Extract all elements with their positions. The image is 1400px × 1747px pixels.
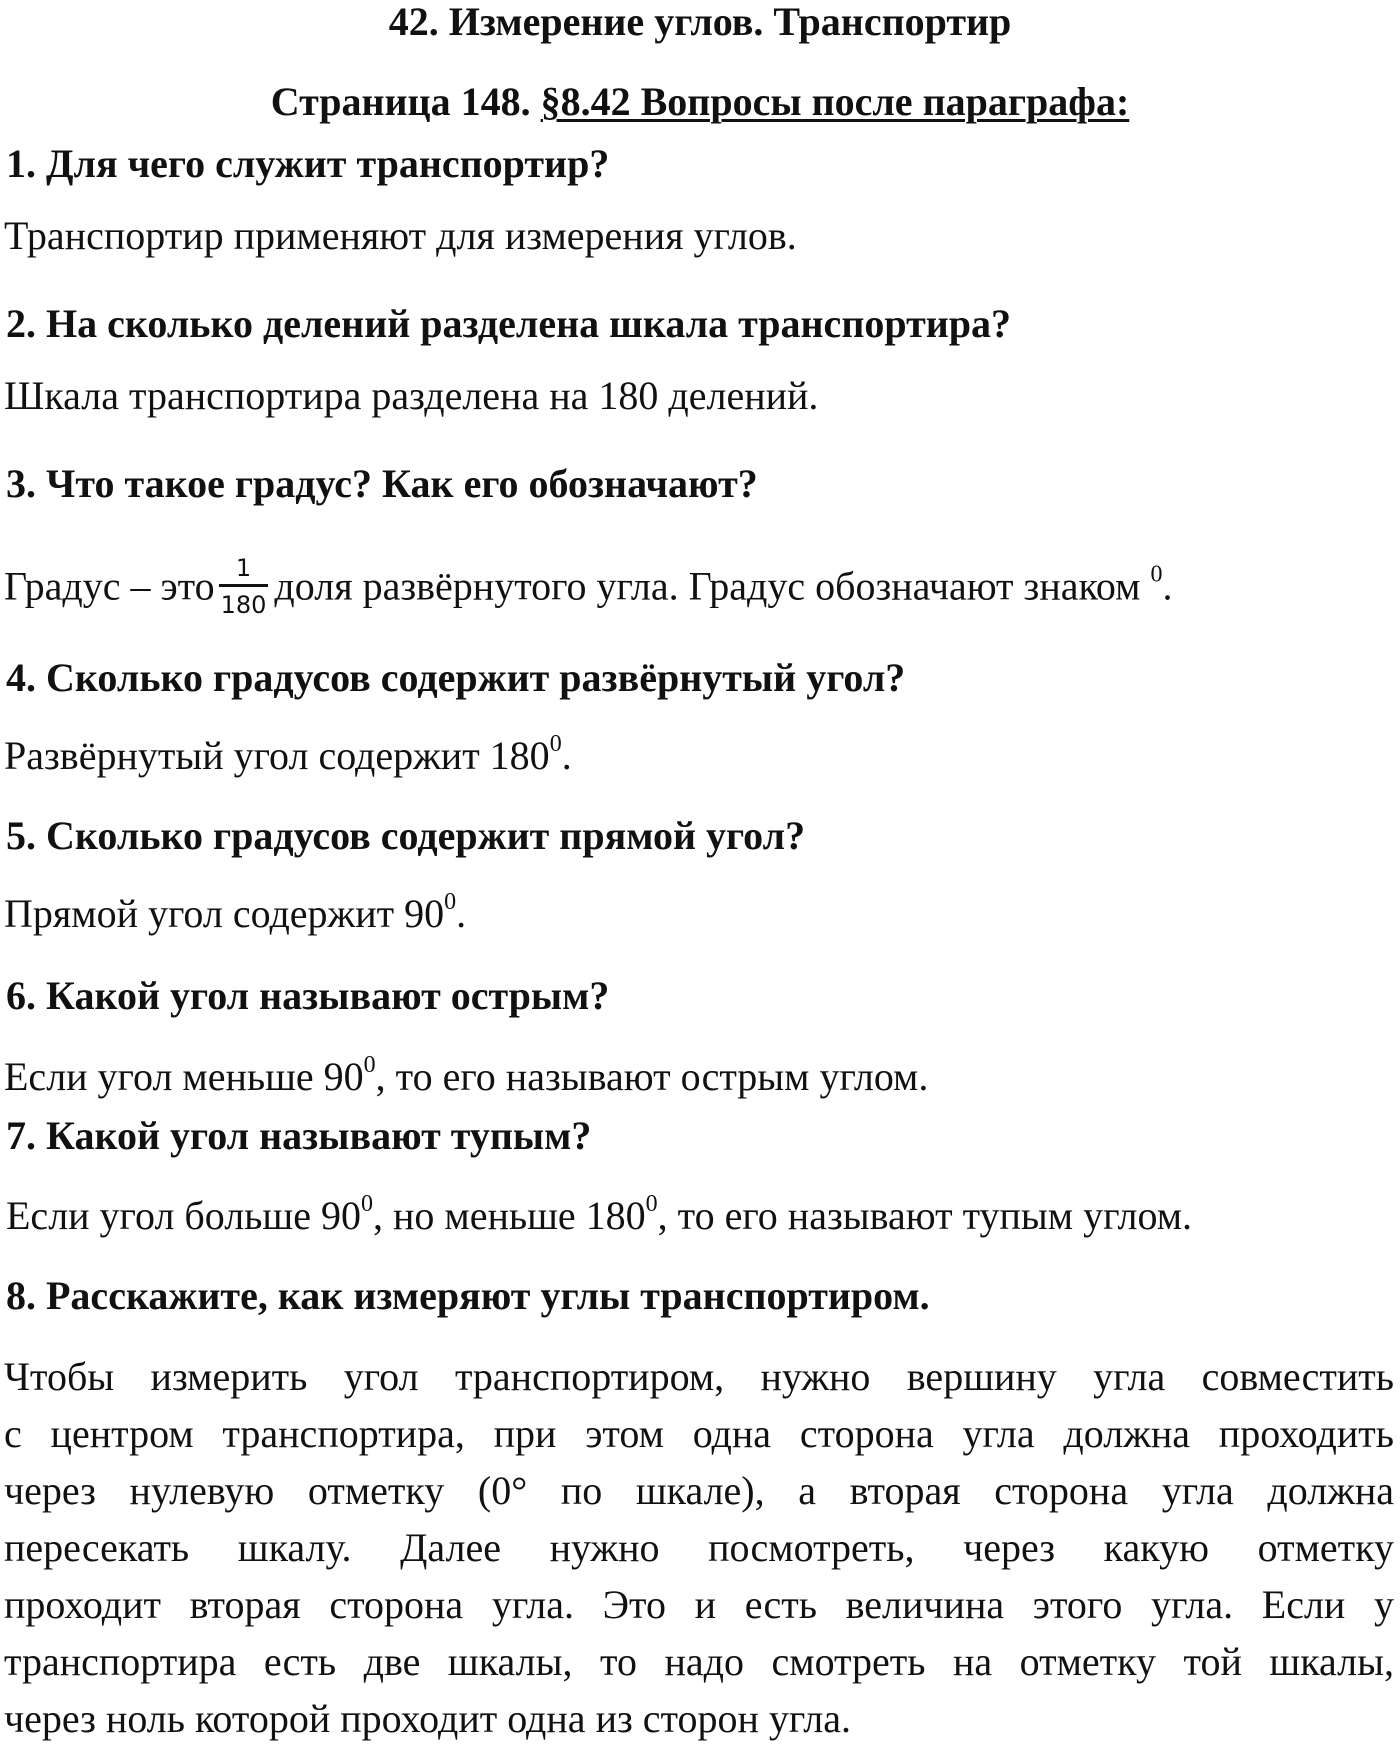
answer-2: Шкала транспортира разделена на 180 делений. [4,373,819,418]
question-2: 2. На сколько делений разделена шкала транспортира? [6,301,1012,346]
paragraph-line: через ноль которой проходит одна из сторон угла. [4,1696,851,1741]
answer-5 [4,889,467,936]
page-title: 42. Измерение углов. Транспортир [388,0,1012,44]
degree-sign: 0 [444,889,457,915]
answer-7 [6,1191,1193,1238]
question-6: 6. Какой угол называют острым? [6,973,610,1018]
paragraph-line: Чтобы измерить угол транспортиром, нужно вершину угла совместить [4,1354,1394,1399]
answer-4-end: . [561,733,572,778]
paragraph-line: с центром транспортира, при этом одна сторона угла должна проходить [4,1411,1394,1456]
fraction-bar [219,584,269,587]
answer-3-text-middle: доля развёрнутого угла. Градус обозначают знаком [274,563,1141,609]
answer-8-paragraph [4,1348,1394,1747]
answer-6 [4,1052,929,1099]
fraction-numerator: 1 [235,554,252,582]
paragraph-line: через нулевую отметку (0° по шкале), а вторая сторона угла должна [4,1468,1394,1513]
answer-7-end: , то его называют тупым углом. [657,1193,1193,1238]
fraction-denominator: 180 [220,591,267,619]
degree-sign: 0 [645,1191,658,1217]
answer-5-end: . [456,891,467,936]
answer-7-text-1: Если угол больше 90 [6,1193,361,1238]
answer-6-text: Если угол меньше 90 [4,1054,364,1099]
degree-sign: 0 [1150,561,1163,588]
answer-4 [4,731,572,778]
answer-3 [4,554,1173,623]
answer-3-text-start: Градус – это [4,563,215,609]
question-5: 5. Сколько градусов содержит прямой угол? [6,813,806,858]
question-7: 7. Какой угол называют тупым? [6,1113,592,1158]
question-1: 1. Для чего служит транспортир? [6,141,610,186]
answer-3-text-end: . [1162,563,1173,609]
question-3: 3. Что такое градус? Как его обозначают? [6,461,758,506]
answer-5-text: Прямой угол содержит 90 [4,891,445,936]
question-8: 8. Расскажите, как измеряют углы транспортиром. [6,1273,930,1318]
answer-4-text: Развёрнутый угол содержит 180 [4,733,550,778]
answer-1: Транспортир применяют для измерения углов. [4,213,797,258]
answer-7-text-2: , но меньше 180 [372,1193,646,1238]
question-4: 4. Сколько градусов содержит развёрнутый угол? [6,655,906,700]
subtitle-prefix: Страница 148. [270,79,541,124]
page-subtitle [0,80,1400,124]
paragraph-line: проходит вторая сторона угла. Это и есть величина этого угла. Если у [4,1582,1394,1627]
fraction-one-over-180 [219,554,269,619]
degree-sign: 0 [549,731,562,757]
degree-sign: 0 [360,1191,373,1217]
section-link[interactable]: §8.42 Вопросы после параграфа: [540,79,1130,124]
paragraph-line: пересекать шкалу. Далее нужно посмотреть, через какую отметку [4,1525,1394,1570]
answer-6-end: , то его называют острым углом. [375,1054,929,1099]
degree-sign: 0 [363,1052,376,1078]
paragraph-line: транспортира есть две шкалы, то надо смотреть на отметку той шкалы, [4,1639,1394,1684]
